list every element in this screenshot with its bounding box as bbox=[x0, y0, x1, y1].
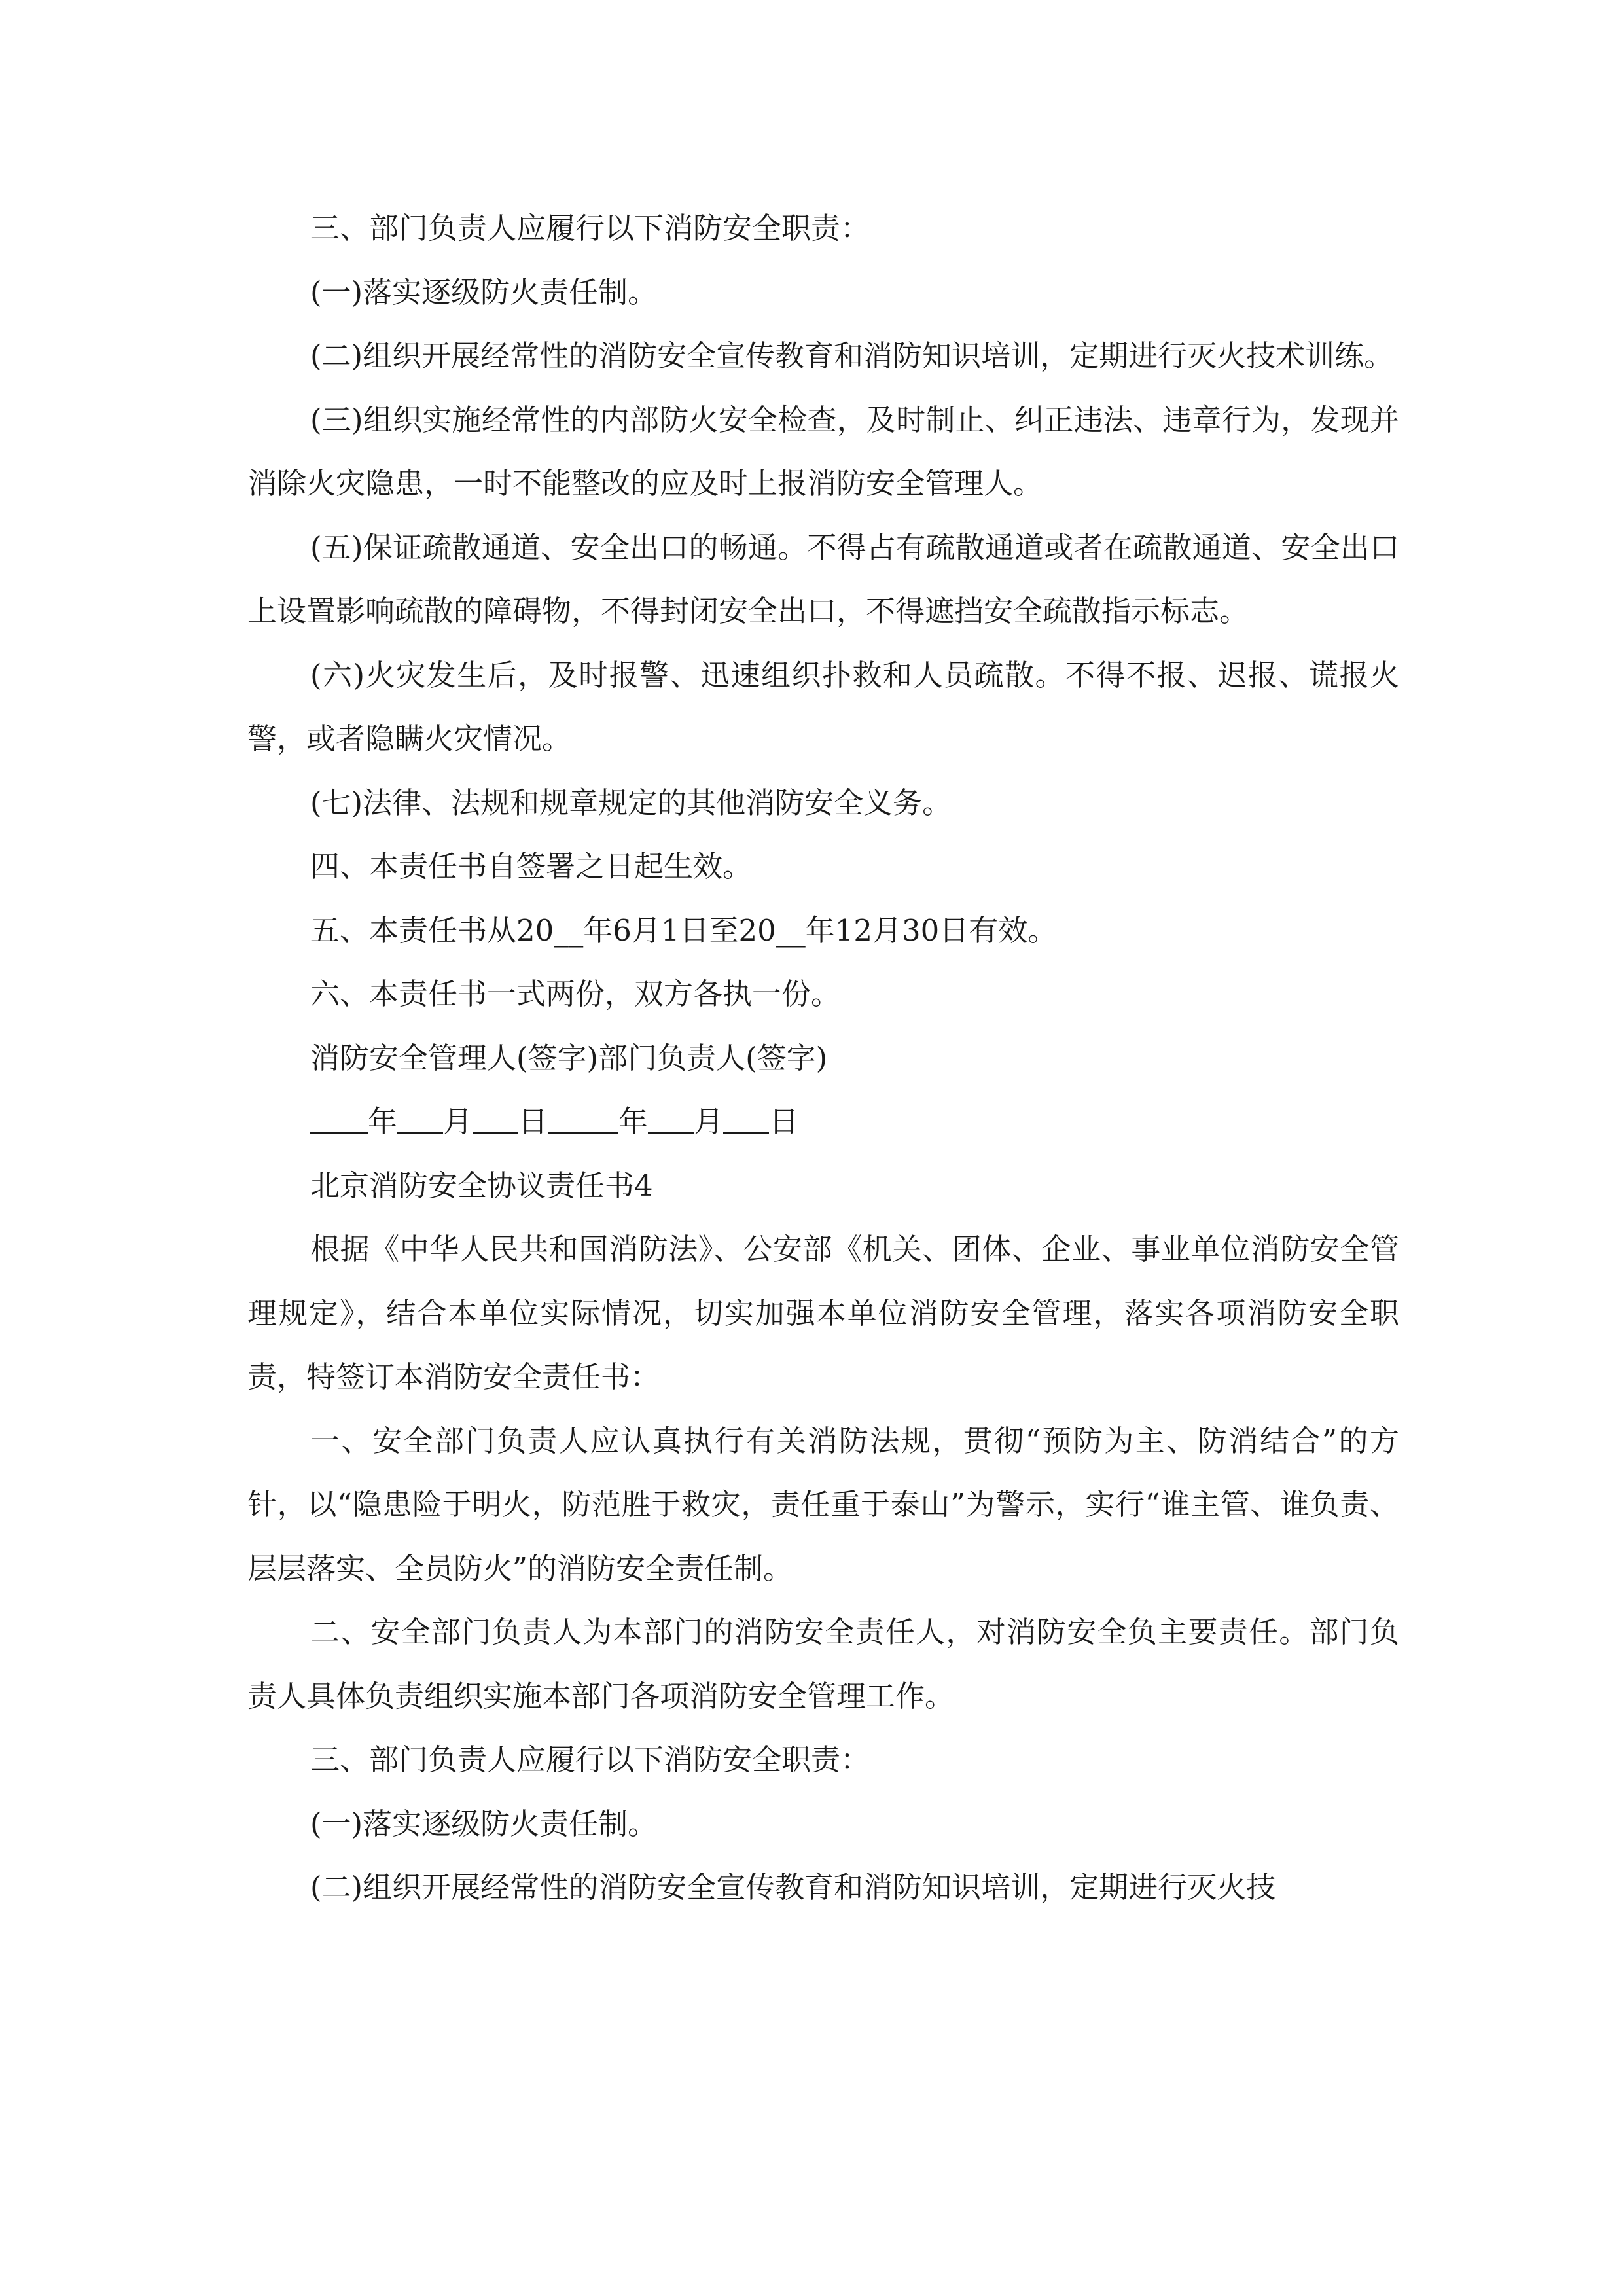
paragraph-clause-6: 六、本责任书一式两份，双方各执一份。 bbox=[310, 977, 841, 1011]
date-year-label-2: 年 bbox=[618, 1104, 649, 1139]
date-month-label-1: 月 bbox=[443, 1104, 473, 1139]
blank-day-1 bbox=[473, 1106, 518, 1134]
date-line bbox=[247, 1090, 1399, 1154]
paragraph-duty-1: (一)落实逐级防火责任制。 bbox=[310, 274, 658, 310]
blank-year-1 bbox=[310, 1106, 368, 1134]
paragraph-clause-2: 二、安全部门负责人为本部门的消防安全责任人，对消防安全负主要责任。部门负责人具体负责组织实施本部门各项消防安全管理工作。 bbox=[247, 1615, 1399, 1713]
paragraph-duty-1-repeat: (一)落实逐级防火责任制。 bbox=[310, 1806, 658, 1841]
paragraph-clause-5: 五、本责任书从20__年6月1日至20__年12月30日有效。 bbox=[310, 912, 1058, 948]
paragraph-duties-heading-2: 三、部门负责人应履行以下消防安全职责： bbox=[310, 1742, 870, 1777]
paragraph-duty-5: (五)保证疏散通道、安全出口的畅通。不得占有疏散通道或者在疏散通道、安全出口上设置影响疏散的障碍物，不得封闭安全出口，不得遮挡安全疏散指示标志。 bbox=[247, 529, 1399, 628]
blank-year-2 bbox=[548, 1106, 618, 1134]
signature-line: 消防安全管理人(签字)部门负责人(签字) bbox=[310, 1040, 828, 1075]
paragraph-clause-1: 一、安全部门负责人应认真执行有关消防法规，贯彻“预防为主、防消结合”的方针，以“隐患险于明火，防范胜于救灾，责任重于泰山”为警示，实行“谁主管、谁负责、层层落实、全员防火”的消防安全责任制。 bbox=[247, 1423, 1399, 1586]
paragraph-duty-2-repeat: (二)组织开展经常性的消防安全宣传教育和消防知识培训，定期进行灭火技 bbox=[310, 1870, 1276, 1905]
blank-month-2 bbox=[648, 1106, 694, 1134]
paragraph-clause-4: 四、本责任书自签署之日起生效。 bbox=[310, 849, 753, 884]
paragraph-duty-7: (七)法律、法规和规章规定的其他消防安全义务。 bbox=[310, 785, 952, 820]
date-day-label-2: 日 bbox=[769, 1104, 799, 1139]
blank-month-1 bbox=[397, 1106, 443, 1134]
paragraph-duty-6: (六)火灾发生后，及时报警、迅速组织扑救和人员疏散。不得不报、迟报、谎报火警，或者隐瞒火灾情况。 bbox=[247, 657, 1399, 756]
paragraph-duties-heading: 三、部门负责人应履行以下消防安全职责： bbox=[310, 211, 870, 245]
paragraph-duty-3: (三)组织实施经常性的内部防火安全检查，及时制止、纠正违法、违章行为，发现并消除火灾隐患，一时不能整改的应及时上报消防安全管理人。 bbox=[247, 402, 1399, 501]
blank-day-2 bbox=[723, 1106, 769, 1134]
section-title: 北京消防安全协议责任书4 bbox=[310, 1168, 653, 1203]
document-body bbox=[247, 196, 1399, 1920]
date-month-label-2: 月 bbox=[694, 1104, 724, 1139]
paragraph-duty-2: (二)组织开展经常性的消防安全宣传教育和消防知识培训，定期进行灭火技术训练。 bbox=[310, 338, 1394, 373]
date-day-label-1: 日 bbox=[518, 1104, 548, 1139]
paragraph-preamble: 根据《中华人民共和国消防法》、公安部《机关、团体、企业、事业单位消防安全管理规定》，结合本单位实际情况，切实加强本单位消防安全管理，落实各项消防安全职责，特签订本消防安全责任书： bbox=[247, 1232, 1399, 1394]
date-year-label-1: 年 bbox=[368, 1104, 398, 1139]
